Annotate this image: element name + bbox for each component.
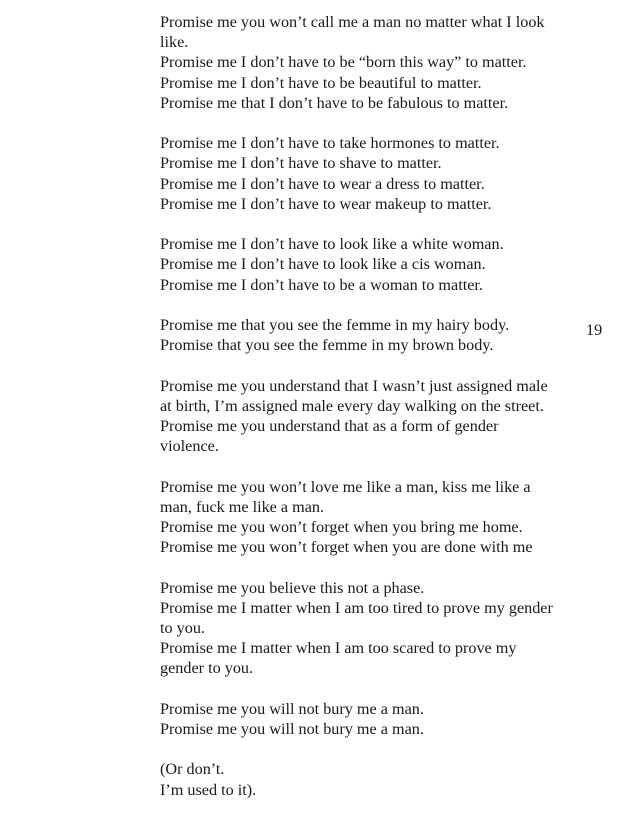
stanza-9 (160, 759, 560, 799)
stanza-5 (160, 376, 560, 457)
poem-line: Promise me that I don’t have to be fabulous to matter. (160, 93, 509, 112)
poem-line: Promise me I don’t have to look like a white woman. (160, 235, 504, 254)
stanza-8 (160, 699, 560, 739)
stanza-3 (160, 234, 560, 295)
poem-line: Promise me you will not bury me a man. (160, 699, 424, 718)
stanza-2 (160, 133, 560, 214)
poem-line: Promise me that you see the femme in my hairy body. (160, 316, 510, 334)
poem-line: Promise me I don’t have to take hormones to matter. (160, 134, 500, 153)
poem-line: Promise me I don’t have to wear a dress to matter. (160, 174, 485, 193)
poem-line: (Or don’t. (160, 760, 225, 779)
poem-line: Promise me you understand that I wasn’t just assigned male at birth, I’m assigned male every day walking on the street. Promise me you understand that as a form of gender violence. (160, 376, 548, 456)
poem-body (160, 12, 560, 820)
poem-line: Promise me you will not bury me a man. (160, 720, 424, 738)
poem-line: Promise me you won’t love me like a man, kiss me like a man, fuck me like a man. (160, 477, 531, 516)
poem-line: Promise me I don’t have to wear makeup to matter. (160, 194, 492, 213)
poem-line: I’m used to it). (160, 780, 257, 799)
poem-line: Promise that you see the femme in my brown body. (160, 336, 494, 355)
stanza-4 (160, 315, 560, 355)
poem-line: Promise me you won’t call me a man no matter what I look like. (160, 13, 545, 52)
poem-line: Promise me I matter when I am too tired to prove my gender to you. (160, 598, 553, 637)
poem-line: Promise me I don’t have to shave to matter. (160, 154, 442, 173)
page-number: 19 (586, 321, 603, 339)
poem-line: Promise me I don’t have to be a woman to matter. (160, 275, 483, 294)
poem-line: Promise me I matter when I am too scared to prove my gender to you. (160, 639, 517, 678)
poem-line: Promise me I don’t have to be “born this way” to matter. (160, 53, 527, 72)
poem-line: Promise me you believe this not a phase. (160, 578, 425, 597)
poem-line: Promise me you won’t forget when you bring me home. (160, 518, 523, 536)
poem-line: Promise me you won’t forget when you are done with me (160, 538, 533, 557)
stanza-7 (160, 578, 560, 679)
poem-line: Promise me I don’t have to look like a cis woman. (160, 255, 486, 274)
stanza-6 (160, 477, 560, 558)
poem-line: Promise me I don’t have to be beautiful to matter. (160, 73, 482, 92)
stanza-1 (160, 12, 560, 113)
